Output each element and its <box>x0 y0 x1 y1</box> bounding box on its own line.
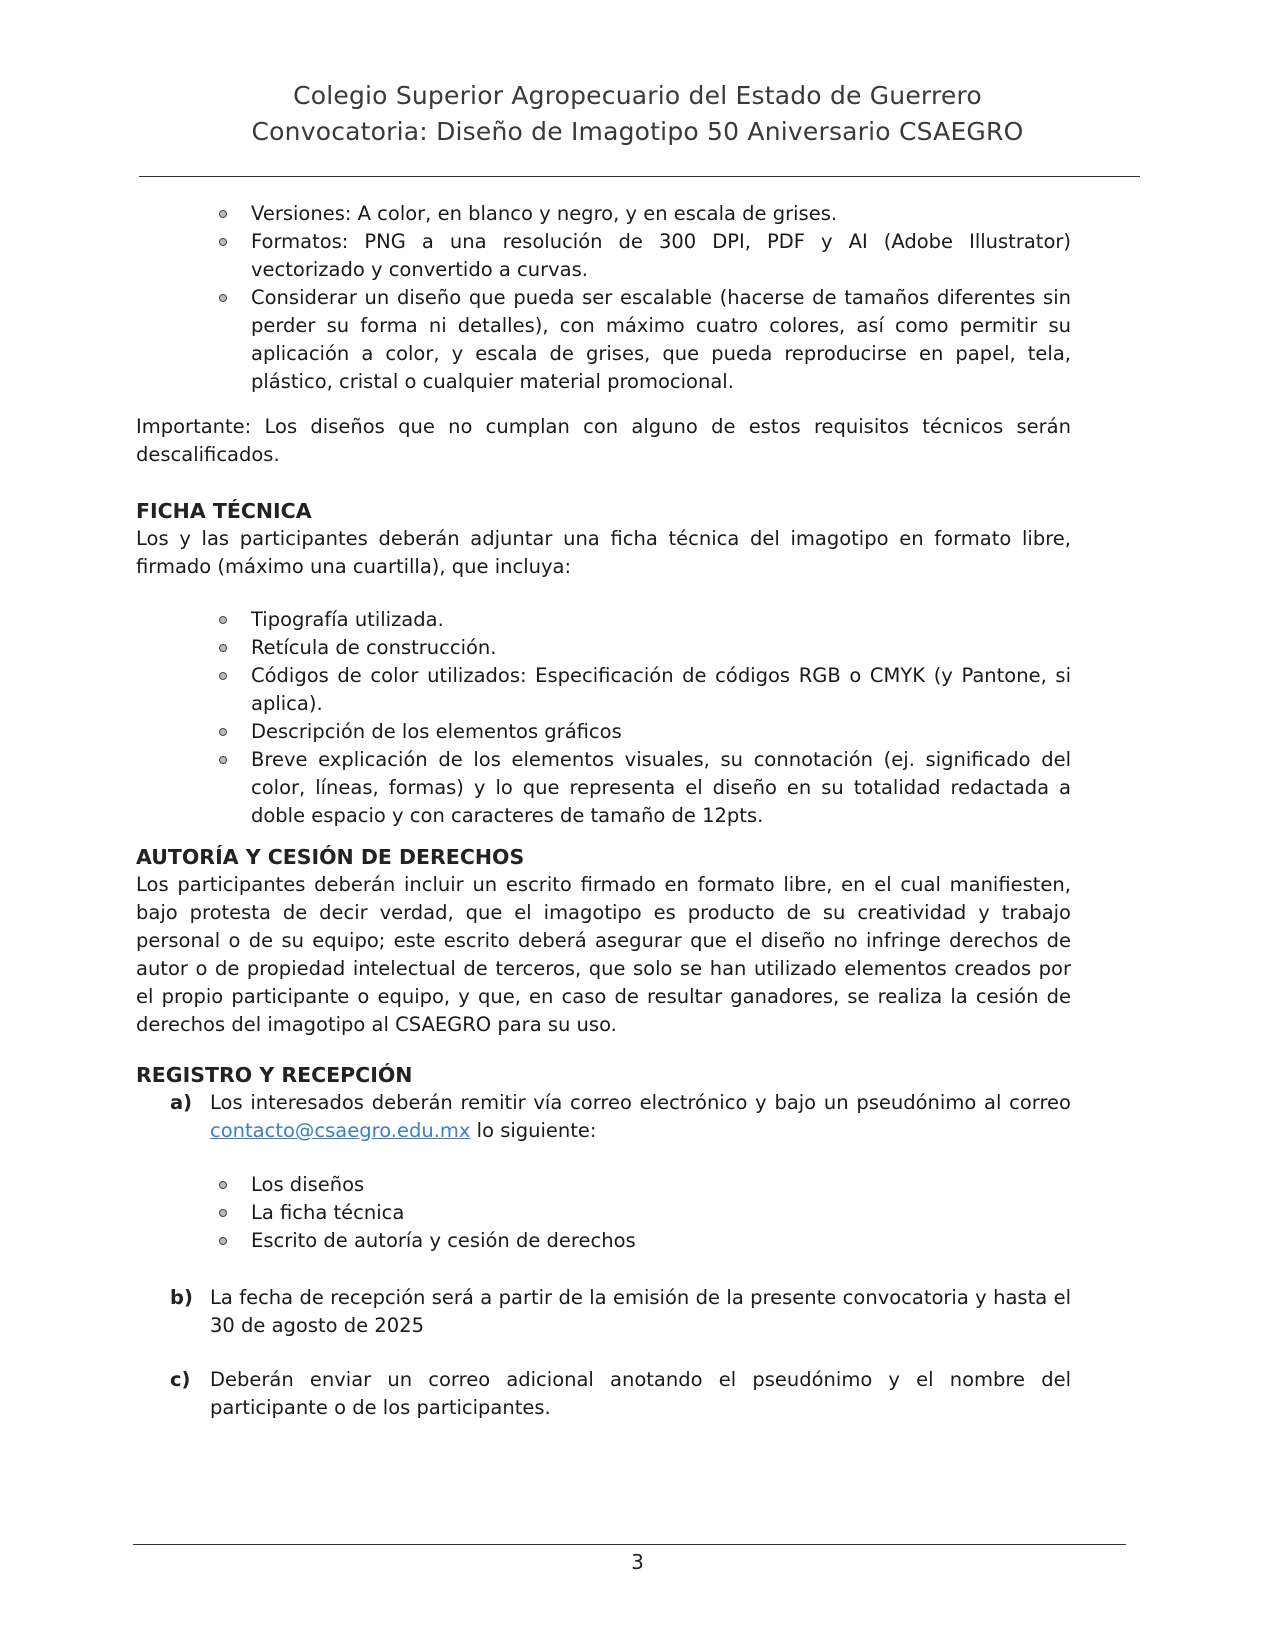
bullet-icon <box>219 294 227 302</box>
list-item: Los diseños <box>251 1171 1071 1199</box>
section-heading-autoria: AUTORÍA Y CESIÓN DE DERECHOS <box>136 845 525 869</box>
requirements-list <box>251 200 1071 396</box>
registro-item-a: a) Los interesados deberán remitir vía correo electrónico y bajo un pseudónimo al correo contacto@csaegro.edu.mx lo siguiente: <box>170 1091 1071 1142</box>
list-item: Breve explicación de los elementos visuales, su connotación (ej. significado del color, líneas, formas) y lo que representa el diseño en su totalidad redactada a doble espacio y con caracteres de tamaño de 12pts. <box>251 746 1071 830</box>
section-heading-registro: REGISTRO Y RECEPCIÓN <box>136 1063 413 1087</box>
list-item: Formatos: PNG a una resolución de 300 DPI, PDF y AI (Adobe Illustrator) vectorizado y convertido a curvas. <box>251 228 1071 284</box>
bullet-icon <box>219 1209 227 1217</box>
ficha-list <box>251 606 1071 830</box>
registro-item-b: b) La fecha de recepción será a partir de la emisión de la presente convocatoria y hasta el 30 de agosto de 2025 <box>170 1286 1071 1337</box>
bullet-icon <box>219 1237 227 1245</box>
registro-item-c: c) Deberán enviar un correo adicional anotando el pseudónimo y el nombre del participante o de los participantes. <box>170 1368 1071 1419</box>
bullet-icon <box>219 672 227 680</box>
bullet-icon <box>219 1181 227 1189</box>
call-title: Convocatoria: Diseño de Imagotipo 50 Aniversario CSAEGRO <box>251 117 1024 146</box>
list-item: Retícula de construcción. <box>251 634 1071 662</box>
enum-marker: b) <box>170 1286 193 1309</box>
list-item: Escrito de autoría y cesión de derechos <box>251 1227 1071 1255</box>
section-heading-ficha: FICHA TÉCNICA <box>136 499 312 523</box>
bullet-icon <box>219 644 227 652</box>
bullet-icon <box>219 728 227 736</box>
bullet-icon <box>219 616 227 624</box>
list-item: Considerar un diseño que pueda ser escalable (hacerse de tamaños diferentes sin perder su forma ni detalles), con máximo cuatro colores, así como permitir su aplicación a color, y escala de grises, que pueda reproducirse en papel, tela, plástico, cristal o cualquier material promocional. <box>251 284 1071 396</box>
list-item: Versiones: A color, en blanco y negro, y en escala de grises. <box>251 200 1071 228</box>
bullet-icon <box>219 238 227 246</box>
institution-name: Colegio Superior Agropecuario del Estado de Guerrero <box>293 81 982 110</box>
header-divider <box>139 176 1140 177</box>
enum-marker: a) <box>170 1091 193 1114</box>
list-item: Tipografía utilizada. <box>251 606 1071 634</box>
list-item: La ficha técnica <box>251 1199 1071 1227</box>
page-number: 3 <box>631 1550 644 1574</box>
bullet-icon <box>219 210 227 218</box>
list-item: Códigos de color utilizados: Especificación de códigos RGB o CMYK (y Pantone, si aplica). <box>251 662 1071 718</box>
contact-email-link[interactable]: contacto@csaegro.edu.mx <box>210 1119 471 1142</box>
list-item: Descripción de los elementos gráficos <box>251 718 1071 746</box>
document-header <box>0 78 1275 150</box>
ficha-intro: Los y las participantes deberán adjuntar una ficha técnica del imagotipo en formato libre, firmado (máximo una cuartilla), que incluya: <box>136 527 1071 578</box>
important-note: Importante: Los diseños que no cumplan con alguno de estos requisitos técnicos serán descalificados. <box>136 415 1071 466</box>
footer-divider <box>133 1544 1126 1545</box>
autoria-body: Los participantes deberán incluir un escrito firmado en formato libre, en el cual manifiesten, bajo protesta de decir verdad, que el imagotipo es producto de su creatividad y trabajo personal o de su equipo; este escrito deberá asegurar que el diseño no infringe derechos de autor o de propiedad intelectual de terceros, que solo se han utilizado elementos creados por el propio participante o equipo, y que, en caso de resultar ganadores, se realiza la cesión de derechos del imagotipo al CSAEGRO para su uso. <box>136 873 1071 1036</box>
enum-marker: c) <box>170 1368 191 1391</box>
registro-a-list <box>251 1171 1071 1255</box>
bullet-icon <box>219 756 227 764</box>
